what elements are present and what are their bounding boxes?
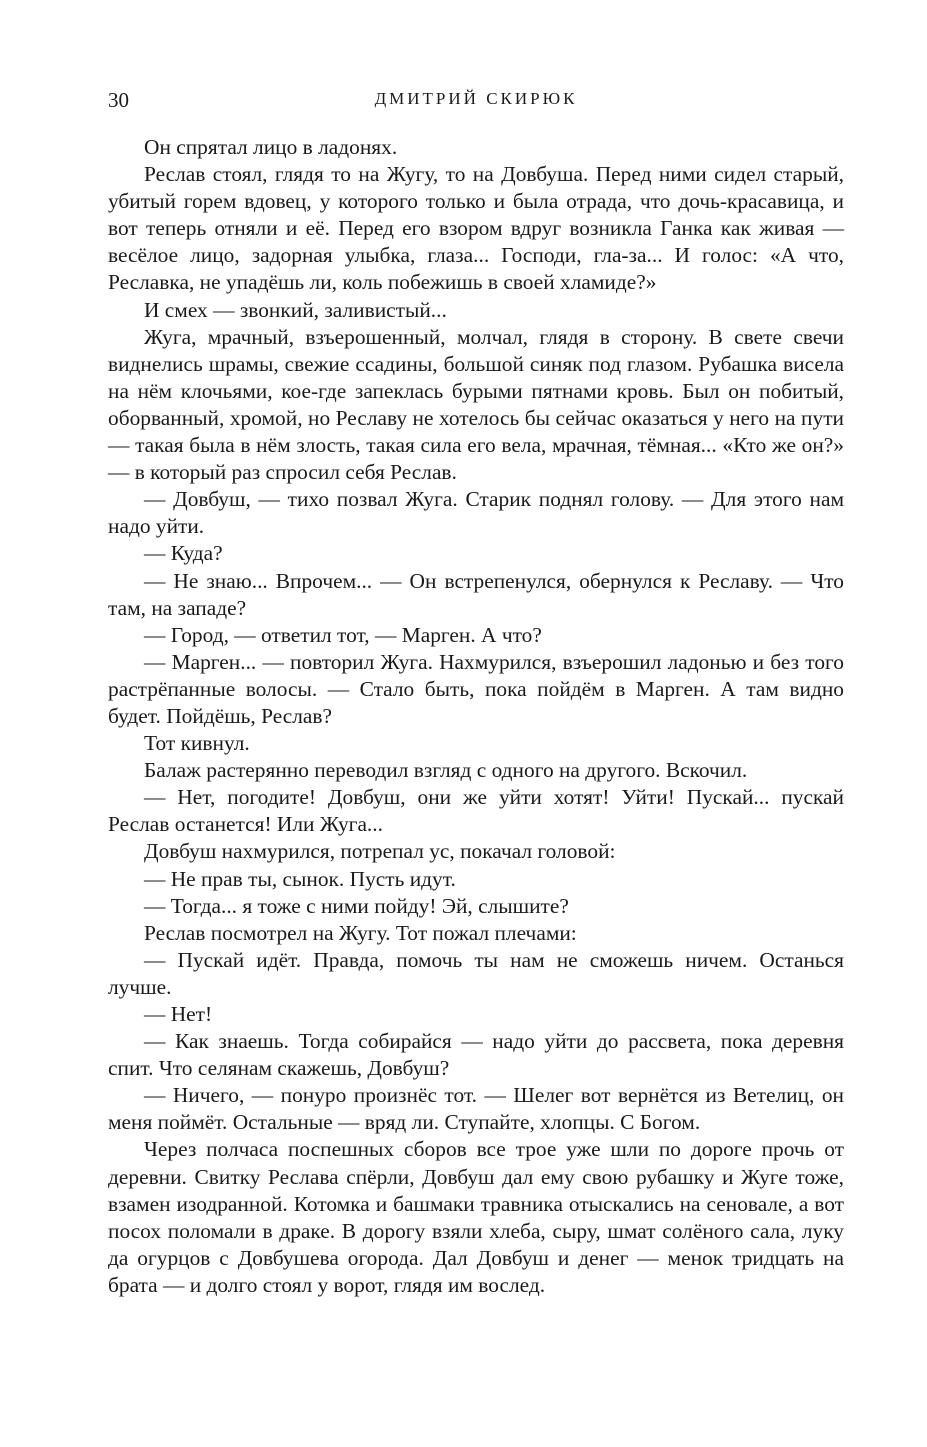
paragraph: Он спрятал лицо в ладонях. xyxy=(144,135,398,159)
paragraph: И смех — звонкий, заливистый... xyxy=(144,297,447,322)
page-header xyxy=(108,88,844,118)
paragraph: Жуга, мрачный, взъерошенный, молчал, глядя в сторону. В свете свечи виднелись шрамы, свежие ссадины, большой синяк под глазом. Рубашка висела на нём клочьями, кое-где запеклась бурыми пятнами кровь. Был он побитый, оборванный, хромой, но Реславу не хотелось бы сейчас оказаться у него на пути — такая была в нём злость, такая сила его вела, мрачная, тёмная... «Кто же он?» — в который раз спросил себя Реслав. xyxy=(108,324,844,485)
paragraph: Реслав посмотрел на Жугу. Тот пожал плечами: xyxy=(144,920,577,945)
paragraph: — Как знаешь. Тогда собирайся — надо уйти до рассвета, пока деревня спит. Что селянам скажешь, Довбуш? xyxy=(108,1029,844,1081)
paragraph: Балаж растерянно переводил взгляд с одного на другого. Вскочил. xyxy=(144,758,748,783)
body-text xyxy=(108,134,844,1299)
paragraph: — Не знаю... Впрочем... — Он встрепенулся, обернулся к Реславу. — Что там, на западе? xyxy=(108,568,844,620)
page-number: 30 xyxy=(108,88,129,112)
paragraph: — Пускай идёт. Правда, помочь ты нам не сможешь ничем. Останься лучше. xyxy=(108,947,844,999)
running-title: ДМИТРИЙ СКИРЮК xyxy=(374,89,578,108)
paragraph: — Ничего, — понуро произнёс тот. — Шелег вот вернётся из Ветелиц, он меня поймёт. Остальные — вряд ли. Ступайте, хлопцы. С Богом. xyxy=(108,1083,844,1135)
paragraph: — Куда? xyxy=(144,541,223,566)
paragraph: Через полчаса поспешных сборов все трое уже шли по дороге прочь от деревни. Свитку Реслава спёрли, Довбуш дал ему свою рубашку и Жуге тоже, взамен изодранной. Котомка и башмаки травника отыскались на сеновале, а вот посох поломали в драке. В дорогу взяли хлеба, сыру, шмат солёного сала, луку да огурцов с Довбушева огорода. Дал Довбуш и денег — менок тридцать на брата — и долго стоял у ворот, глядя им вослед. xyxy=(108,1137,844,1297)
paragraph: — Марген... — повторил Жуга. Нахмурился, взъерошил ладонью и без того растрёпанные волосы. — Стало быть, пока пойдём в Марген. А там видно будет. Пойдёшь, Реслав? xyxy=(108,649,844,728)
paragraph: — Тогда... я тоже с ними пойду! Эй, слышите? xyxy=(144,893,569,918)
paragraph: Довбуш нахмурился, потрепал ус, покачал головой: xyxy=(144,839,616,864)
paragraph: — Довбуш, — тихо позвал Жуга. Старик поднял голову. — Для этого нам надо уйти. xyxy=(108,487,844,539)
paragraph: — Не прав ты, сынок. Пусть идут. xyxy=(144,866,456,891)
paragraph: — Город, — ответил тот, — Марген. А что? xyxy=(144,622,542,647)
paragraph: Реслав стоял, глядя то на Жугу, то на Довбуша. Перед ними сидел старый, убитый горем вдовец, у которого только и была отрада, что дочь-красавица, и вот теперь отняли и её. Перед его взором вдруг возникла Ганка как живая — весёлое лицо, задорная улыбка, глаза... Господи, гла-за... И голос: «А что, Реславка, не упадёшь ли, коль побежишь в своей хламиде?» xyxy=(108,162,844,295)
paragraph: — Нет! xyxy=(144,1002,213,1026)
paragraph: — Нет, погодите! Довбуш, они же уйти хотят! Уйти! Пускай... пускай Реслав останется! Или Жуга... xyxy=(108,785,844,837)
paragraph: Тот кивнул. xyxy=(144,731,250,756)
